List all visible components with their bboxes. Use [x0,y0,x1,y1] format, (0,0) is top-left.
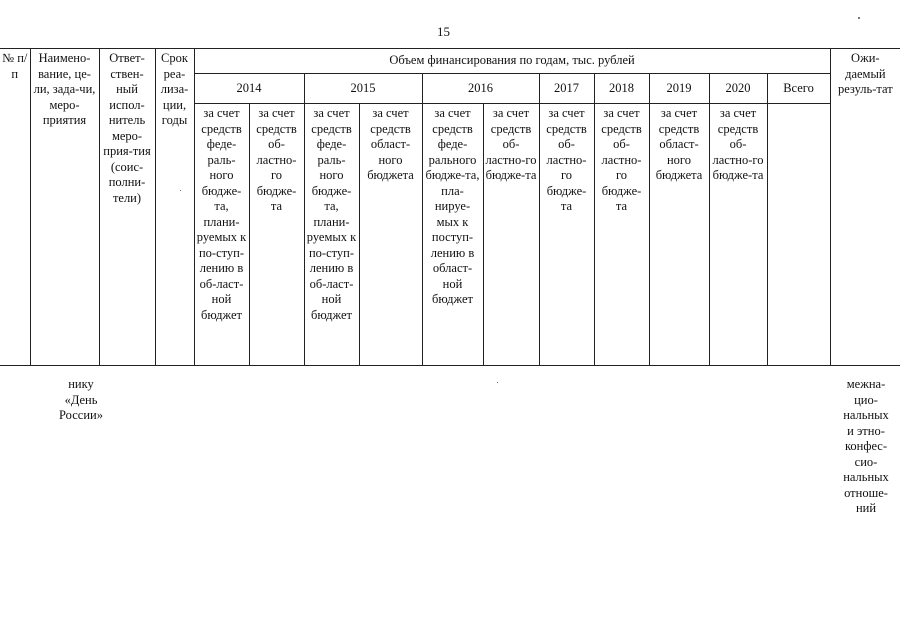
col-header-responsible: Ответ-ствен-ный испол-нитель меро-прия-тия (соис-полни-тели) [99,49,155,366]
year-header-total: Всего [767,74,830,104]
page-number: 15 [437,24,450,39]
year-header-2014: 2014 [194,74,304,104]
continuation-line: сио- [854,454,878,469]
col-header-result: Ожи-даемый резуль-тат [830,49,900,366]
year-header-2019: 2019 [649,74,709,104]
source-2014-regional: за счет средств об-ластно-го бюдже-та [249,104,304,366]
continuation-text-name [40,377,122,424]
continuation-line: цио- [854,392,878,407]
continuation-line: межна- [846,377,886,391]
col-header-term: Срок реа-лиза-ции, годы [155,49,194,366]
source-2015-federal: за счет средств феде-раль-ного бюдже-та, плани-руемых к по-ступ-лению в об-ласт-ной бюджет [304,104,359,366]
source-2016-regional: за счет средств об-ластно-го бюдже-та [483,104,539,366]
year-header-2016: 2016 [422,74,539,104]
year-header-2020: 2020 [709,74,767,104]
col-header-number: № п/п [0,49,30,366]
year-header-2018: 2018 [594,74,649,104]
scan-speck [180,190,181,191]
year-header-2015: 2015 [304,74,422,104]
source-2017-regional: за счет средств об-ластно-го бюдже-та [539,104,594,366]
source-total [767,104,830,366]
continuation-line: нальных [843,470,889,484]
continuation-line: «День [64,392,98,407]
scan-speck [497,382,498,383]
continuation-line: нальных [843,408,889,422]
source-2014-federal: за счет средств феде-раль-ного бюдже-та, плани-руемых к по-ступ-лению в об-ласт-ной бюджет [194,104,249,366]
continuation-line: нику [68,377,94,391]
continuation-text-result [832,377,900,517]
continuation-line: отноше- [844,485,888,500]
source-2020-regional: за счет средств об-ластно-го бюдже-та [709,104,767,366]
continuation-line: России» [59,408,103,422]
scan-speck [858,17,860,19]
continuation-line: конфес- [844,439,888,453]
col-header-funding: Объем финансирования по годам, тыс. рублей [194,49,830,74]
source-2015-regional: за счет средств област-ного бюджета [359,104,422,366]
continuation-line: ний [855,501,877,515]
source-2018-regional: за счет средств об-ластно-го бюдже-та [594,104,649,366]
col-header-name: Наимено-вание, це-ли, зада-чи, меро-приятия [30,49,99,366]
year-header-2017: 2017 [539,74,594,104]
continuation-line: и этно- [847,423,885,438]
financing-table [0,48,900,366]
source-2019-regional: за счет средств област-ного бюджета [649,104,709,366]
source-2016-federal: за счет средств феде-рального бюдже-та, пла-нируе-мых к поступ-лению в област-ной бюджет [422,104,483,366]
